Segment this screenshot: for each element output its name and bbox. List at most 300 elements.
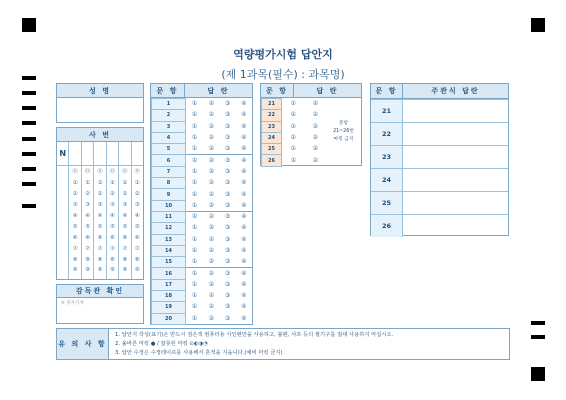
omr-choice-cell	[236, 279, 252, 290]
omr-choice-cell	[219, 166, 235, 177]
omr-choice-bubble[interactable]: ③	[224, 235, 231, 243]
omr-question-number: 23	[262, 121, 282, 132]
omr-choice-bubble[interactable]: ③	[224, 179, 231, 187]
omr-choice-bubble[interactable]: ③	[224, 280, 231, 288]
omr-row	[152, 279, 253, 290]
omr-choice-cell	[186, 223, 204, 234]
id-digit-bubble[interactable]: ③	[122, 202, 128, 209]
timing-mark-left-8	[22, 182, 36, 186]
omr-row	[152, 144, 253, 155]
id-digit-bubble[interactable]: ⑧	[109, 256, 115, 263]
id-digit-bubble[interactable]: ⑥	[72, 234, 78, 241]
name-field[interactable]	[57, 98, 143, 123]
omr-choice-bubble[interactable]: ①	[191, 111, 198, 119]
id-digit-bubble[interactable]: ②	[97, 191, 103, 198]
omr-choice-bubble[interactable]: ④	[241, 190, 247, 198]
omr-choice-bubble[interactable]: ②	[208, 134, 214, 142]
id-digit-bubble[interactable]: ⑦	[85, 245, 91, 252]
omr-choice-cell	[186, 200, 204, 211]
omr-question-number: 11	[152, 211, 186, 222]
id-digit-bubble[interactable]: ⑧	[97, 256, 103, 263]
omr-choice-bubble[interactable]: ③	[224, 201, 231, 209]
timing-mark-left-3	[22, 106, 36, 110]
omr-choice-cell	[203, 110, 219, 121]
omr-question-number: 5	[152, 144, 186, 155]
omr-choice-bubble[interactable]: ④	[241, 213, 247, 221]
omr-row	[152, 257, 253, 268]
omr-choice-cell	[236, 166, 252, 177]
omr-choice-bubble[interactable]: ④	[241, 111, 247, 119]
omr-choice-bubble[interactable]: ③	[224, 258, 231, 266]
omr-choice-bubble[interactable]: ①	[290, 156, 297, 164]
id-digit-bubble[interactable]: ③	[97, 202, 103, 209]
id-digit-column	[119, 166, 131, 279]
id-digit-bubble[interactable]: ⑥	[134, 234, 140, 241]
omr-choice-bubble[interactable]: ④	[241, 269, 247, 277]
omr-choice-bubble[interactable]: ②	[208, 213, 214, 221]
id-digit-bubble[interactable]: ②	[85, 191, 91, 198]
omr-choice-bubble[interactable]: ②	[208, 280, 214, 288]
omr-choice-cell	[186, 144, 204, 155]
omr-question-number: 25	[262, 144, 282, 155]
omr-choice-bubble[interactable]: ③	[224, 190, 231, 198]
omr-question-number: 19	[152, 302, 186, 313]
id-digit-bubble[interactable]: ⓪	[134, 169, 140, 176]
id-digit-bubble[interactable]: ④	[85, 213, 91, 219]
omr-choice-cell	[203, 223, 219, 234]
id-digit-bubble[interactable]: ⑥	[97, 234, 103, 241]
id-digit-bubble[interactable]: ⑨	[72, 267, 78, 274]
id-digit-bubble[interactable]: ⑨	[97, 267, 103, 274]
omr-choice-cell	[186, 279, 204, 290]
omr-choice-cell	[219, 110, 235, 121]
omr-choice-cell	[186, 245, 204, 256]
omr-choice-cell	[203, 245, 219, 256]
notes-box	[56, 328, 510, 360]
id-digit-bubble[interactable]: ⑦	[134, 245, 140, 252]
omr-choice-bubble[interactable]: ①	[191, 280, 198, 288]
omr-choice-bubble[interactable]: ①	[191, 235, 198, 243]
omr-question-number: 7	[152, 166, 186, 177]
omr-choice-cell	[236, 132, 252, 143]
omr-choice-bubble[interactable]: ②	[208, 201, 214, 209]
id-digit-bubble[interactable]: ④	[122, 213, 128, 219]
omr-choice-bubble[interactable]: ④	[241, 303, 247, 311]
timing-mark-left-5	[22, 137, 36, 141]
omr-choice-bubble[interactable]: ④	[241, 224, 247, 232]
omr-choice-bubble[interactable]: ②	[208, 122, 214, 130]
omr-choice-bubble[interactable]: ②	[208, 167, 214, 175]
id-grid[interactable]	[57, 142, 143, 280]
id-digit-bubble[interactable]: ①	[122, 180, 128, 187]
id-digit-bubble[interactable]: ③	[72, 202, 78, 209]
omr-choice-bubble[interactable]: ②	[208, 179, 214, 187]
omr-choice-cell	[236, 302, 252, 313]
omr-choice-bubble[interactable]: ④	[241, 258, 247, 266]
omr-choice-cell	[236, 223, 252, 234]
omr-choice-bubble[interactable]: ②	[312, 100, 319, 108]
omr-choice-bubble[interactable]: ③	[224, 167, 231, 175]
id-digit-bubble[interactable]: ⑤	[97, 223, 103, 230]
omr-choice-bubble[interactable]: ②	[208, 258, 214, 266]
omr-choice-bubble[interactable]: ①	[290, 122, 297, 130]
omr-header-answer: 답 란	[207, 87, 230, 95]
omr-row	[262, 99, 326, 110]
omr-question-number: 26	[262, 155, 282, 166]
id-digit-bubble[interactable]: ⑦	[109, 245, 115, 252]
omr-choice-bubble[interactable]: ②	[312, 156, 319, 164]
subjective-row	[371, 191, 508, 214]
omr-choice-cell	[236, 313, 252, 324]
omr-choice-bubble[interactable]: ②	[208, 111, 214, 119]
omr-choice-bubble[interactable]: ②	[208, 235, 214, 243]
omr-choice-cell	[236, 211, 252, 222]
omr-choice-bubble[interactable]: ④	[241, 145, 247, 153]
id-writein-cell[interactable]	[119, 142, 131, 165]
omr-row	[152, 268, 253, 279]
omr-choice-cell	[236, 144, 252, 155]
omr-row	[262, 155, 326, 166]
omr-choice-bubble[interactable]: ③	[224, 224, 231, 232]
omr-choice-cell	[282, 121, 306, 132]
omr-choice-bubble[interactable]: ①	[191, 201, 198, 209]
omr-choice-bubble[interactable]: ①	[290, 145, 297, 153]
omr-question-number: 2	[152, 110, 186, 121]
omr-question-number: 6	[152, 155, 186, 166]
subjective-question-number: 22	[371, 123, 403, 145]
omr-question-number: 20	[152, 313, 186, 324]
omr-row	[262, 121, 326, 132]
omr-choice-bubble[interactable]: ③	[224, 156, 231, 164]
timing-mark-right-1	[531, 321, 545, 325]
id-digit-bubble[interactable]: ⓪	[122, 169, 128, 176]
omr-choice-cell	[203, 144, 219, 155]
omr-choice-bubble[interactable]: ④	[241, 235, 247, 243]
omr-choice-bubble[interactable]: ①	[191, 292, 198, 300]
omr-question-number: 9	[152, 189, 186, 200]
omr-choice-cell	[282, 155, 306, 166]
omr-choice-cell	[305, 121, 325, 132]
subjective-question-number: 26	[371, 215, 403, 237]
omr-row	[262, 110, 326, 121]
id-digit-bubble[interactable]: ④	[72, 213, 78, 219]
subjective-row	[371, 168, 508, 191]
subjective-header	[371, 84, 508, 99]
subjective-answer-field[interactable]	[403, 215, 508, 237]
id-digit-bubble[interactable]: ⑤	[109, 223, 115, 230]
id-digit-bubble[interactable]: ①	[134, 180, 140, 187]
omr-choice-bubble[interactable]: ②	[208, 314, 214, 322]
omr-choice-cell	[282, 144, 306, 155]
omr-choice-cell	[236, 257, 252, 268]
omr-choice-cell	[219, 99, 235, 110]
subjective-question-number: 23	[371, 146, 403, 168]
omr-choice-bubble[interactable]: ①	[290, 100, 297, 108]
omr-choice-cell	[203, 189, 219, 200]
omr-header-1-20	[151, 84, 252, 98]
subjective-answer-field[interactable]	[403, 100, 508, 122]
omr-choice-cell	[203, 257, 219, 268]
id-digit-bubble[interactable]: ⑨	[85, 267, 91, 274]
omr-choice-bubble[interactable]: ①	[191, 213, 198, 221]
omr-row	[152, 189, 253, 200]
omr-choice-bubble[interactable]: ②	[312, 134, 319, 142]
id-digit-bubble[interactable]: ④	[97, 213, 103, 219]
omr-choice-cell	[203, 99, 219, 110]
omr-choice-bubble[interactable]: ①	[191, 122, 198, 130]
omr-choice-bubble[interactable]: ③	[224, 213, 231, 221]
id-digit-bubble[interactable]: ④	[109, 213, 115, 219]
omr-choice-bubble[interactable]: ②	[208, 156, 214, 164]
omr-choice-cell	[186, 313, 204, 324]
id-writein-row	[57, 142, 143, 166]
id-digit-bubble[interactable]: ⑤	[85, 223, 91, 230]
omr-choice-bubble[interactable]: ④	[241, 156, 247, 164]
omr-choice-bubble[interactable]: ①	[191, 224, 198, 232]
omr-choice-bubble[interactable]: ③	[224, 111, 231, 119]
omr-choice-cell	[203, 155, 219, 166]
omr-choice-bubble[interactable]: ④	[241, 292, 247, 300]
omr-row	[152, 291, 253, 302]
omr-choice-bubble[interactable]: ②	[208, 247, 214, 254]
omr-row	[152, 234, 253, 245]
omr-choice-cell	[236, 99, 252, 110]
omr-choice-bubble[interactable]: ①	[191, 269, 198, 277]
id-digit-bubble[interactable]: ⑦	[122, 245, 128, 252]
id-digit-bubble[interactable]: ⓪	[109, 169, 116, 176]
omr-choice-cell	[186, 166, 204, 177]
omr-choice-bubble[interactable]: ②	[208, 303, 214, 311]
id-digit-bubble[interactable]: ⑦	[97, 245, 103, 252]
omr-choice-bubble[interactable]: ①	[191, 100, 198, 108]
omr-choice-cell	[305, 132, 325, 143]
id-digit-bubble[interactable]: ④	[134, 213, 140, 219]
id-writein-cell[interactable]	[107, 142, 119, 165]
omr-choice-cell	[236, 291, 252, 302]
id-digit-bubble[interactable]: ⑧	[122, 256, 128, 263]
id-digit-bubble[interactable]: ⑦	[72, 245, 78, 252]
omr-choice-cell	[305, 155, 325, 166]
omr-choice-bubble[interactable]: ④	[241, 247, 247, 254]
omr-choice-cell	[282, 110, 306, 121]
id-digit-bubble[interactable]: ⓪	[84, 169, 91, 176]
omr-choice-bubble[interactable]: ②	[312, 111, 319, 119]
omr-row	[152, 99, 253, 110]
omr-choice-bubble[interactable]: ③	[224, 314, 231, 322]
id-digit-bubble[interactable]: ⑧	[134, 256, 140, 263]
subjective-row	[371, 145, 508, 168]
id-writein-cell[interactable]	[94, 142, 106, 165]
omr-choice-cell	[203, 211, 219, 222]
id-digit-bubble[interactable]: ⑧	[85, 256, 91, 263]
omr-choice-bubble[interactable]: ④	[241, 167, 247, 175]
timing-mark-top-right	[531, 18, 545, 32]
omr-choice-cell	[219, 268, 235, 279]
omr-choice-cell	[236, 110, 252, 121]
id-writein-cell[interactable]: N	[57, 142, 69, 165]
omr-choice-cell	[236, 245, 252, 256]
omr-choice-bubble[interactable]: ④	[241, 100, 247, 108]
omr-choice-cell	[219, 279, 235, 290]
id-digit-bubble[interactable]: ⑥	[122, 234, 128, 241]
omr-choice-bubble[interactable]: ②	[208, 269, 214, 277]
omr-choice-bubble[interactable]: ②	[208, 100, 214, 108]
omr-choice-cell	[236, 121, 252, 132]
id-digit-bubble[interactable]: ⓪	[97, 169, 103, 176]
omr-choice-cell	[186, 257, 204, 268]
omr-choice-bubble[interactable]: ③	[224, 145, 231, 153]
id-digit-bubble[interactable]: ⑨	[134, 267, 140, 274]
omr-answer-section-1-20	[150, 83, 253, 325]
omr-choice-bubble[interactable]: ③	[224, 122, 231, 130]
omr-choice-bubble[interactable]: ③	[224, 247, 231, 254]
omr-choice-cell	[219, 132, 235, 143]
id-digit-bubble[interactable]: ②	[134, 191, 140, 198]
omr-row	[152, 223, 253, 234]
omr-choice-cell	[186, 234, 204, 245]
omr-choice-bubble[interactable]: ①	[191, 247, 198, 254]
omr-choice-cell	[186, 99, 204, 110]
subjective-header-answer: 주관식 답란	[431, 87, 480, 95]
id-digit-bubble[interactable]: ⓪	[72, 169, 78, 176]
omr-choice-cell	[219, 257, 235, 268]
omr-question-number: 13	[152, 234, 186, 245]
omr-row	[152, 313, 253, 324]
omr-header-answer-2: 답 란	[316, 87, 339, 95]
omr-choice-bubble[interactable]: ②	[208, 145, 214, 153]
subjective-rows	[371, 99, 508, 237]
omr-choice-bubble[interactable]: ③	[224, 292, 231, 300]
id-digit-bubble[interactable]: ⑧	[72, 256, 78, 263]
timing-mark-left-9	[22, 204, 36, 208]
id-writein-cell[interactable]	[132, 142, 143, 165]
omr-choice-bubble[interactable]: ④	[241, 201, 247, 209]
omr-choice-bubble[interactable]: ①	[191, 179, 198, 187]
omr-choice-bubble[interactable]: ①	[191, 303, 198, 311]
page-title: 역량평가시험 답안지	[233, 48, 333, 61]
omr-choice-cell	[186, 110, 204, 121]
omr-choice-bubble[interactable]: ①	[191, 314, 198, 322]
supervisor-signature-field[interactable]: ※ 정자기재	[61, 301, 84, 306]
omr-choice-bubble[interactable]: ①	[191, 145, 198, 153]
omr-choice-bubble[interactable]: ④	[241, 314, 247, 322]
subjective-answer-field[interactable]	[403, 123, 508, 145]
omr-choice-bubble[interactable]: ①	[191, 156, 198, 164]
omr-choice-cell	[219, 223, 235, 234]
omr-choice-cell	[219, 313, 235, 324]
omr-choice-cell	[305, 144, 325, 155]
omr-choice-cell	[219, 189, 235, 200]
omr-choice-bubble[interactable]: ④	[241, 179, 247, 187]
notes-item-3: 3. 답안 수정은 수정테이프를 사용해서 흔적을 지웁니다.(예비 마킹 금지)	[115, 350, 283, 356]
omr-choice-bubble[interactable]: ③	[224, 100, 231, 108]
omr-choice-cell	[203, 132, 219, 143]
id-writein-cell[interactable]	[69, 142, 81, 165]
id-digit-bubble[interactable]: ③	[85, 202, 91, 209]
omr-choice-bubble[interactable]: ③	[224, 269, 231, 277]
forbid-line-2: 21~26번	[333, 129, 354, 134]
omr-row	[262, 132, 326, 143]
omr-question-number: 21	[262, 99, 282, 110]
omr-choice-bubble[interactable]: ①	[191, 258, 198, 266]
omr-question-number: 4	[152, 132, 186, 143]
id-digit-bubble[interactable]: ⑥	[85, 234, 91, 241]
omr-answer-section-21-26	[260, 83, 362, 166]
omr-choice-cell	[236, 268, 252, 279]
omr-choice-cell	[219, 144, 235, 155]
subjective-question-number: 21	[371, 100, 403, 122]
omr-choice-bubble[interactable]: ①	[191, 190, 198, 198]
omr-choice-bubble[interactable]: ③	[224, 134, 231, 142]
omr-question-number: 10	[152, 200, 186, 211]
page-subtitle: (제 1과목(필수) : 과목명)	[221, 68, 345, 81]
omr-choice-bubble[interactable]: ③	[224, 303, 231, 311]
omr-choice-bubble[interactable]: ①	[191, 134, 198, 142]
omr-row	[152, 178, 253, 189]
subjective-question-number: 24	[371, 169, 403, 191]
id-digit-bubble[interactable]: ⑥	[109, 234, 115, 241]
omr-choice-bubble[interactable]: ④	[241, 134, 247, 142]
omr-choice-bubble[interactable]: ④	[241, 280, 247, 288]
subjective-question-number: 25	[371, 192, 403, 214]
omr-row	[152, 166, 253, 177]
omr-choice-bubble[interactable]: ②	[208, 292, 214, 300]
omr-choice-bubble[interactable]: ①	[290, 134, 297, 142]
id-digit-bubble[interactable]: ⑤	[122, 223, 128, 230]
id-digit-bubble[interactable]: ⑤	[134, 223, 140, 230]
omr-choice-bubble[interactable]: ①	[290, 111, 297, 119]
omr-choice-bubble[interactable]: ④	[241, 122, 247, 130]
id-digit-bubble[interactable]: ②	[72, 191, 78, 198]
id-digit-bubble[interactable]: ⑨	[109, 267, 115, 274]
omr-row	[152, 302, 253, 313]
id-digit-bubble[interactable]: ②	[122, 191, 128, 198]
id-digit-bubble[interactable]: ①	[97, 180, 103, 187]
id-digit-bubble[interactable]: ⑨	[122, 267, 128, 274]
subjective-answer-field[interactable]	[403, 192, 508, 214]
id-digit-column	[107, 166, 119, 279]
omr-choice-cell	[203, 234, 219, 245]
id-digit-bubble[interactable]: ②	[109, 191, 115, 198]
name-box	[56, 83, 144, 123]
id-box-label: 사 번	[57, 128, 143, 142]
omr-choice-bubble[interactable]: ②	[208, 224, 214, 232]
subjective-answer-field[interactable]	[403, 169, 508, 191]
subjective-answer-field[interactable]	[403, 146, 508, 168]
omr-choice-cell	[186, 121, 204, 132]
omr-choice-cell	[203, 291, 219, 302]
id-digit-bubble[interactable]: ①	[109, 180, 115, 187]
omr-choice-bubble[interactable]: ②	[312, 145, 319, 153]
omr-question-number: 22	[262, 110, 282, 121]
omr-choice-cell	[186, 211, 204, 222]
id-digit-bubble[interactable]: ③	[134, 202, 140, 209]
omr-choice-cell	[186, 268, 204, 279]
id-digit-bubble[interactable]: ①	[85, 180, 91, 187]
id-writein-cell[interactable]	[82, 142, 94, 165]
omr-choice-bubble[interactable]: ①	[191, 167, 198, 175]
id-digit-bubble[interactable]: ③	[109, 202, 115, 209]
omr-question-number: 3	[152, 121, 186, 132]
forbid-line-3: 마킹 금지	[333, 137, 354, 142]
omr-choice-cell	[219, 302, 235, 313]
id-digit-bubble[interactable]: ①	[72, 180, 78, 187]
omr-choice-bubble[interactable]: ②	[312, 122, 319, 130]
omr-choice-cell	[219, 291, 235, 302]
supervisor-box-label: 감독관 확인	[57, 285, 143, 298]
id-digit-bubble[interactable]: ⑤	[72, 223, 78, 230]
omr-choice-bubble[interactable]: ②	[208, 190, 214, 198]
